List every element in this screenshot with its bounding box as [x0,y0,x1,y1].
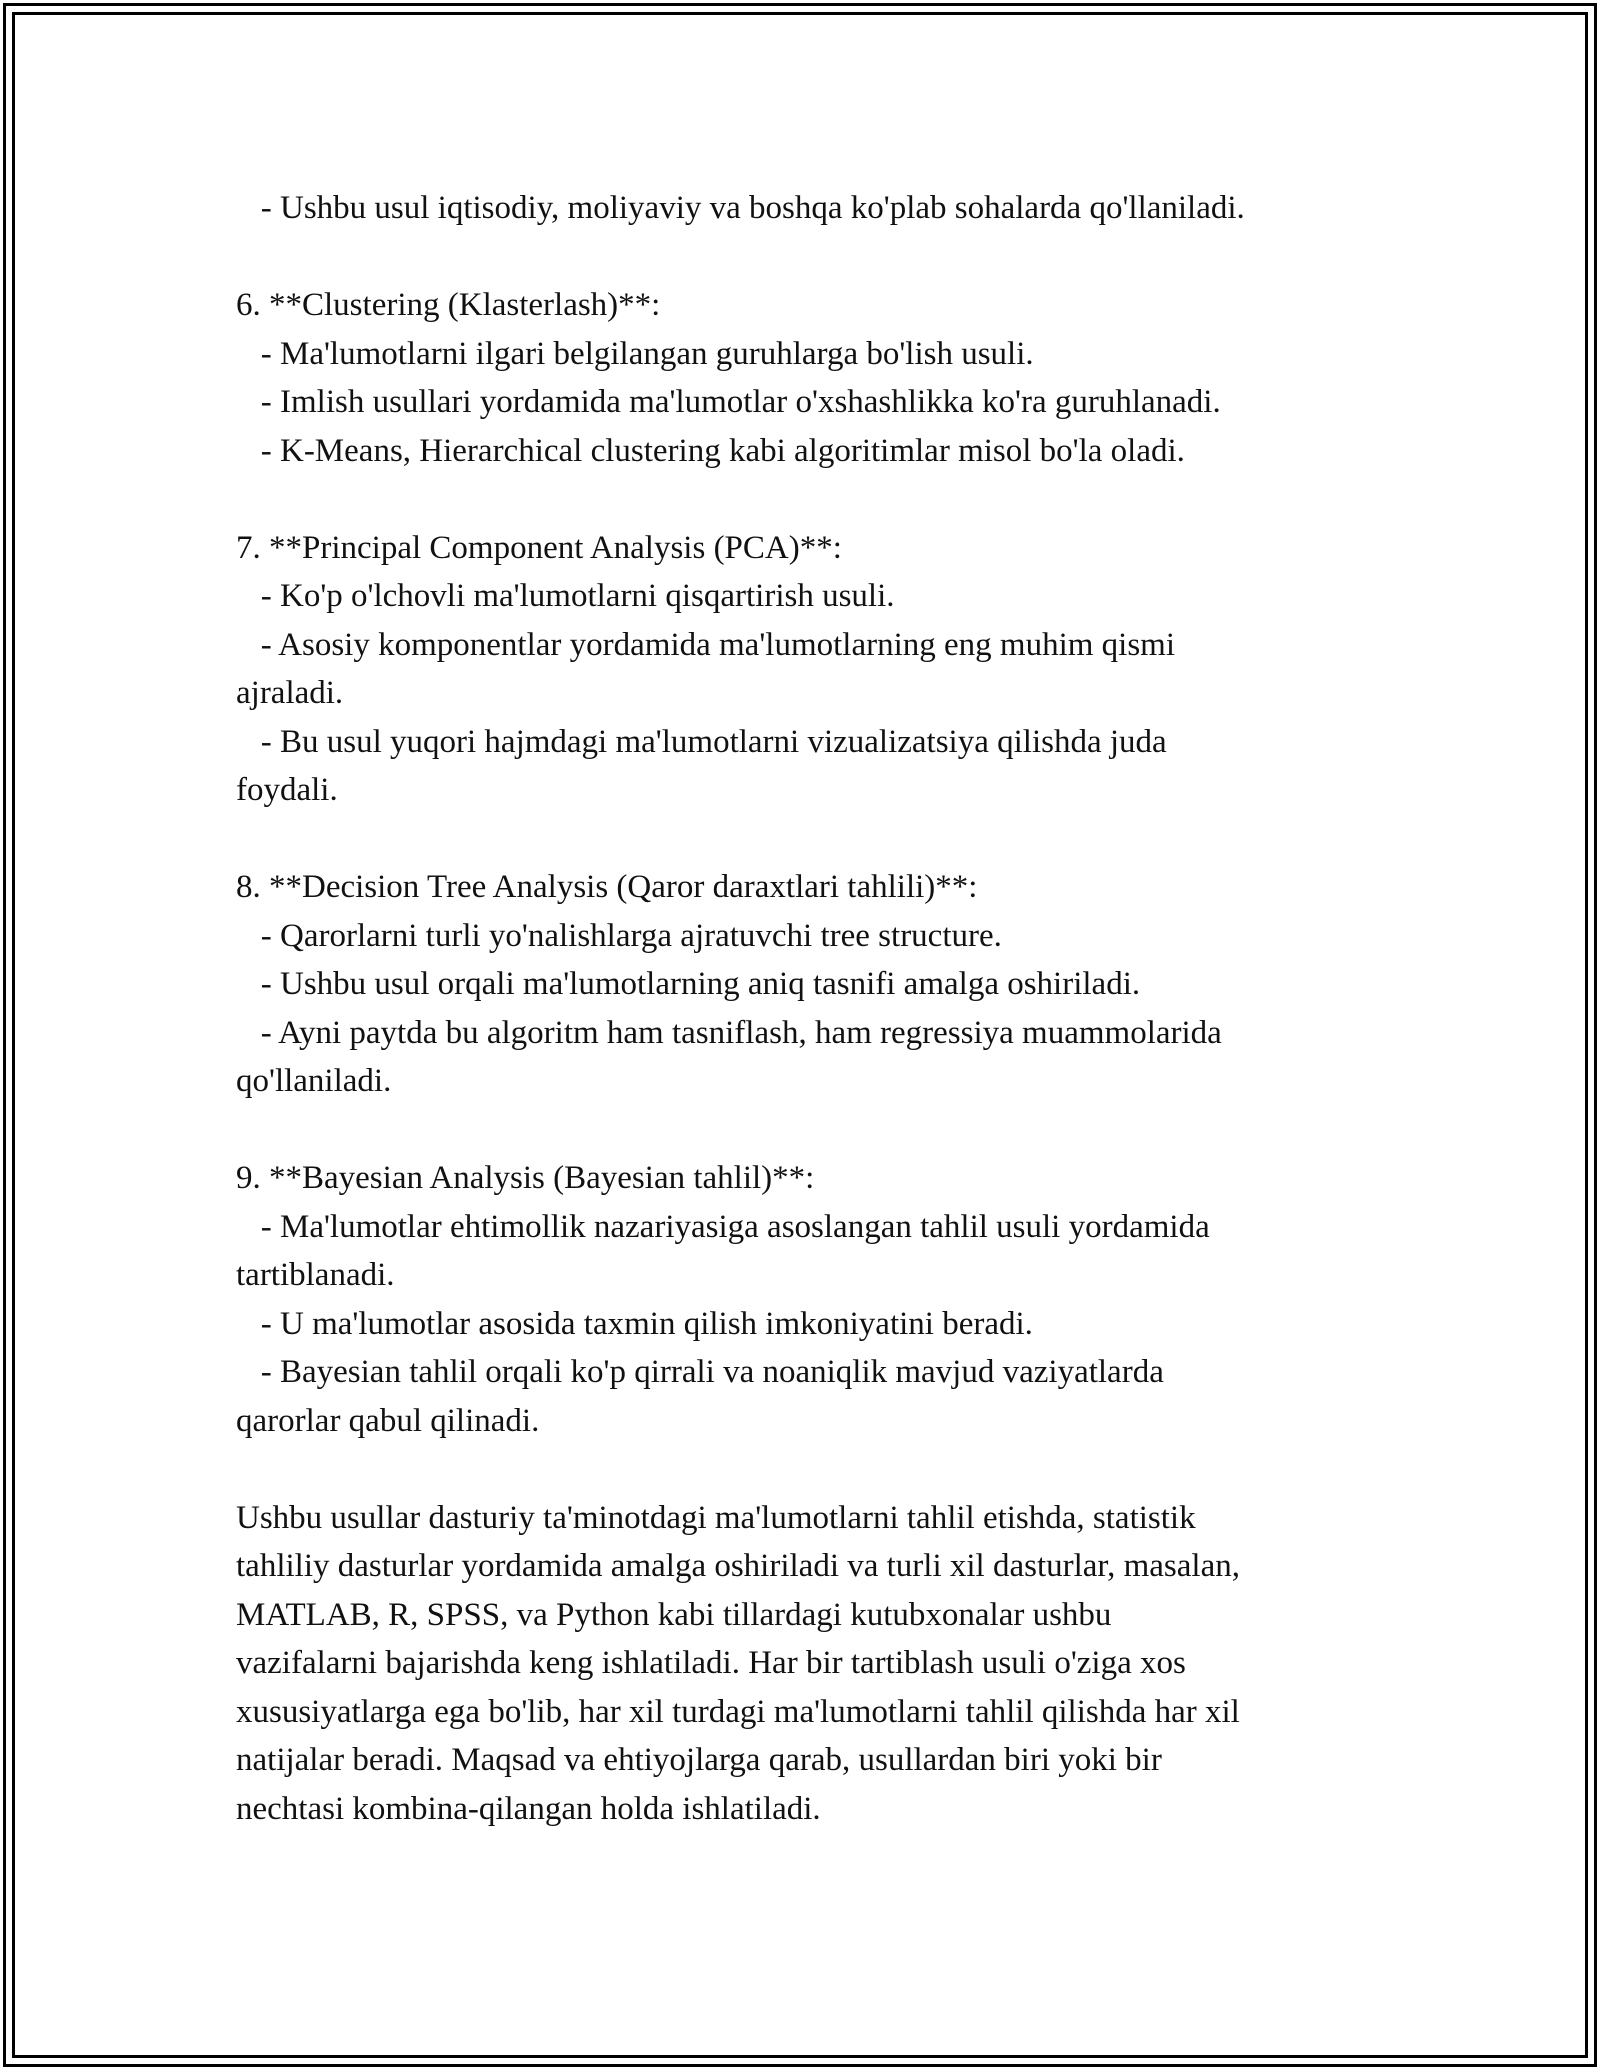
text-line: - Bayesian tahlil orqali ko'p qirrali va noaniqlik mavjud vaziyatlarda [236,1354,1164,1390]
text-line: - Bu usul yuqori hajmdagi ma'lumotlarni vizualizatsiya qilishda juda [236,723,1167,760]
blank-line [236,1106,1396,1155]
summary-line: natijalar beradi. Maqsad va ehtiyojlarga qarab, usullardan biri yoki bir [236,1742,1162,1778]
text-line: ajraladi. [236,675,344,711]
text-line: - Qarorlarni turli yo'nalishlarga ajratuvchi tree structure. [236,917,1002,954]
blank-line [236,233,1396,282]
text-line: - Ma'lumotlar ehtimollik nazariyasiga asoslangan tahlil usuli yordamida [236,1208,1210,1245]
blank-line [236,815,1396,864]
text-line: foydali. [236,772,338,808]
text-line: - Imlish usullari yordamida ma'lumotlar o'xshashlikka ko'ra guruhlanadi. [236,384,1221,420]
text-line: - Ushbu usul orqali ma'lumotlarning aniq tasnifi amalga oshiriladi. [236,966,1141,1002]
text-line: qarorlar qabul qilinadi. [236,1402,540,1439]
text-line: - Ma'lumotlarni ilgari belgilangan guruhlarga bo'lish usuli. [236,335,1034,372]
text-line: tartiblanadi. [236,1257,395,1293]
text-line: - Ko'p o'lchovli ma'lumotlarni qisqartirish usuli. [236,578,895,614]
blank-line [236,475,1396,524]
blank-line [236,1445,1396,1494]
summary-line: Ushbu usullar dasturiy ta'minotdagi ma'lumotlarni tahlil etishda, statistik [236,1499,1196,1536]
summary-line: xususiyatlarga ega bo'lib, har xil turdagi ma'lumotlarni tahlil qilishda har xil [236,1693,1240,1730]
text-line: - U ma'lumotlar asosida taxmin qilish imkoniyatini beradi. [236,1305,1033,1342]
text-line: - Ushbu usul iqtisodiy, moliyaviy va boshqa ko'plab sohalarda qo'llaniladi. [236,190,1245,226]
text-line: - K-Means, Hierarchical clustering kabi algoritimlar misol bo'la oladi. [236,432,1185,469]
summary-line: tahliliy dasturlar yordamida amalga oshiriladi va turli xil dasturlar, masalan, [236,1548,1240,1584]
summary-line: nechtasi kombina-qilangan holda ishlatiladi. [236,1790,821,1827]
summary-line: MATLAB, R, SPSS, va Python kabi tillardagi kutubxonalar ushbu [236,1596,1112,1633]
section-heading-clustering: 6. **Clustering (Klasterlash)**: [236,287,661,323]
summary-line: vazifalarni bajarishda keng ishlatiladi. Har bir tartiblash usuli o'ziga xos [236,1645,1186,1681]
section-heading-pca: 7. **Principal Component Analysis (PCA)**: [236,529,842,566]
text-line: - Ayni paytda bu algoritm ham tasniflash, ham regressiya muammolarida [236,1014,1222,1051]
section-heading-decision-tree: 8. **Decision Tree Analysis (Qaror daraxtlari tahlili)**: [236,869,978,905]
text-line: - Asosiy komponentlar yordamida ma'lumotlarning eng muhim qismi [236,626,1176,663]
text-line: qo'llaniladi. [236,1063,392,1099]
section-heading-bayesian: 9. **Bayesian Analysis (Bayesian tahlil)**: [236,1160,815,1196]
document-body [236,184,1396,1833]
